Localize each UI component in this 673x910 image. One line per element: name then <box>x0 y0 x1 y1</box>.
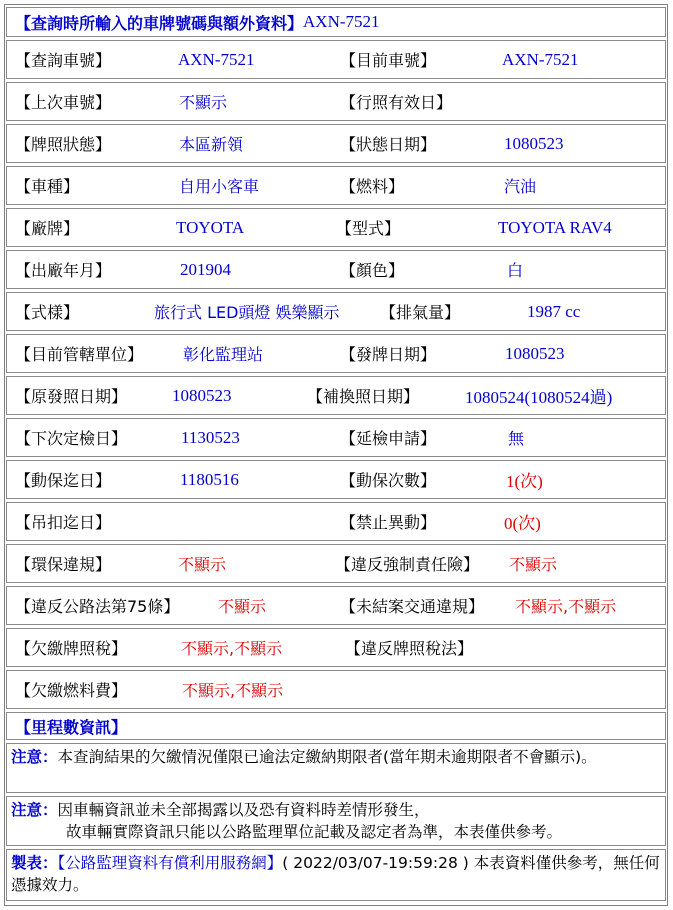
value-current-plate: AXN-7521 <box>502 49 579 69</box>
label-vehicle-type: 【車種】 <box>15 177 80 196</box>
row-plate-status <box>6 124 666 163</box>
value-highway-act-violation: 不顯示 <box>218 597 267 616</box>
label-unpaid-license-tax: 【欠繳牌照稅】 <box>15 639 128 658</box>
label-original-issue-date: 【原發照日期】 <box>15 387 128 406</box>
label-highway-act-violation: 【違反公路法第75條】 <box>15 597 180 616</box>
value-issue-date: 1080523 <box>505 343 565 363</box>
note-unpaid-tag: 注意： <box>11 748 58 766</box>
row-brand <box>6 208 666 247</box>
label-lien-expiry: 【動保迄日】 <box>15 471 112 490</box>
label-lien-count: 【動保次數】 <box>340 471 437 490</box>
value-displacement: 1987 cc <box>527 301 581 321</box>
label-brand: 【廠牌】 <box>15 219 80 238</box>
row-suspension <box>6 502 666 541</box>
header-row <box>6 7 666 37</box>
value-jurisdiction: 彰化監理站 <box>183 345 264 364</box>
value-unpaid-fuel-fee: 不顯示,不顯示 <box>182 681 284 700</box>
mileage-info-heading: 【里程數資訊】 <box>15 717 128 737</box>
value-transfer-ban: 0(次) <box>504 514 541 533</box>
label-reissue-date: 【補換照日期】 <box>307 387 420 406</box>
row-vehicle-type <box>6 166 666 205</box>
row-manufacture-date <box>6 250 666 289</box>
value-lien-expiry: 1180516 <box>180 469 239 489</box>
value-status-date: 1080523 <box>504 133 564 153</box>
note-source-service-link[interactable]: 【公路監理資料有償利用服務網】 <box>57 854 283 872</box>
value-unpaid-license-tax: 不顯示,不顯示 <box>181 639 283 658</box>
value-next-inspection: 1130523 <box>181 427 240 447</box>
value-open-traffic-violations: 不顯示,不顯示 <box>515 597 617 616</box>
row-highway-act <box>6 586 666 625</box>
value-color: 白 <box>507 261 524 280</box>
label-manufacture-date: 【出廠年月】 <box>15 261 112 280</box>
label-style: 【式樣】 <box>15 303 80 322</box>
value-manufacture-date: 201904 <box>180 259 231 279</box>
value-fuel: 汽油 <box>504 177 537 196</box>
value-plate-status: 本區新領 <box>179 135 244 154</box>
value-previous-plate: 不顯示 <box>179 93 228 112</box>
note-disclaimer-line1: 因車輛資訊並未全部揭露以及恐有資料時差情形發生， <box>57 801 430 819</box>
value-insurance-violation: 不顯示 <box>509 555 558 574</box>
row-jurisdiction <box>6 334 666 373</box>
row-plate <box>6 40 666 79</box>
label-unpaid-fuel-fee: 【欠繳燃料費】 <box>15 681 128 700</box>
note-disclaimer <box>6 796 666 846</box>
note-unpaid-text: 本查詢結果的欠繳情況僅限已逾法定繳納期限者(當年期未逾期限者不會顯示)。 <box>57 748 597 766</box>
value-inspection-extension: 無 <box>508 429 525 448</box>
label-query-plate: 【查詢車號】 <box>15 51 112 70</box>
header-title <box>15 8 380 36</box>
row-environmental <box>6 544 666 583</box>
note-source <box>6 849 666 901</box>
label-fuel: 【燃料】 <box>340 177 405 196</box>
note-disclaimer-tag: 注意： <box>11 801 58 819</box>
note-source-text: ( 2022/03/07-19:59:28 ) 本表資料僅供參考，無任何憑據效力。 <box>11 854 660 894</box>
value-model: TOYOTA RAV4 <box>498 217 612 237</box>
row-lien <box>6 460 666 499</box>
value-reissue-date: 1080524(1080524過) <box>465 388 613 407</box>
label-status-date: 【狀態日期】 <box>340 135 437 154</box>
header-title-label: 【查詢時所輸入的車牌號碼與額外資料】 <box>15 13 304 33</box>
label-environmental-violation: 【環保違規】 <box>15 555 112 574</box>
row-next-inspection <box>6 418 666 457</box>
label-current-plate: 【目前車號】 <box>340 51 437 70</box>
row-original-issue <box>6 376 666 415</box>
row-style <box>6 292 666 331</box>
label-license-tax-violation: 【違反牌照稅法】 <box>345 639 474 658</box>
row-previous-plate <box>6 82 666 121</box>
value-environmental-violation: 不顯示 <box>178 555 227 574</box>
label-jurisdiction: 【目前管轄單位】 <box>15 345 144 364</box>
label-previous-plate: 【上次車號】 <box>15 93 112 112</box>
label-license-expiry: 【行照有效日】 <box>340 93 453 112</box>
value-original-issue-date: 1080523 <box>172 385 232 405</box>
label-model: 【型式】 <box>336 219 401 238</box>
value-vehicle-type: 自用小客車 <box>179 177 260 196</box>
value-style: 旅行式 LED頭燈 娛樂顯示 <box>154 303 340 322</box>
label-plate-status: 【牌照狀態】 <box>15 135 112 154</box>
note-unpaid <box>6 743 666 793</box>
value-lien-count: 1(次) <box>506 472 543 491</box>
label-insurance-violation: 【違反強制責任險】 <box>335 555 480 574</box>
value-query-plate: AXN-7521 <box>178 49 255 69</box>
header-plate-number: AXN-7521 <box>303 12 380 31</box>
label-transfer-ban: 【禁止異動】 <box>340 513 437 532</box>
label-color: 【顏色】 <box>340 261 405 280</box>
label-next-inspection: 【下次定檢日】 <box>15 429 128 448</box>
row-license-tax <box>6 628 666 667</box>
label-inspection-extension: 【延檢申請】 <box>340 429 437 448</box>
note-disclaimer-line2: 故車輛實際資訊只能以公路監理單位記載及認定者為準，本表僅供參考。 <box>66 823 563 841</box>
value-brand: TOYOTA <box>176 217 245 237</box>
note-source-tag: 製表： <box>11 854 58 872</box>
label-displacement: 【排氣量】 <box>380 303 461 322</box>
label-suspension-expiry: 【吊扣迄日】 <box>15 513 112 532</box>
label-issue-date: 【發牌日期】 <box>340 345 437 364</box>
label-open-traffic-violations: 【未結案交通違規】 <box>340 597 485 616</box>
row-mileage <box>6 712 666 740</box>
row-fuel-fee <box>6 670 666 709</box>
